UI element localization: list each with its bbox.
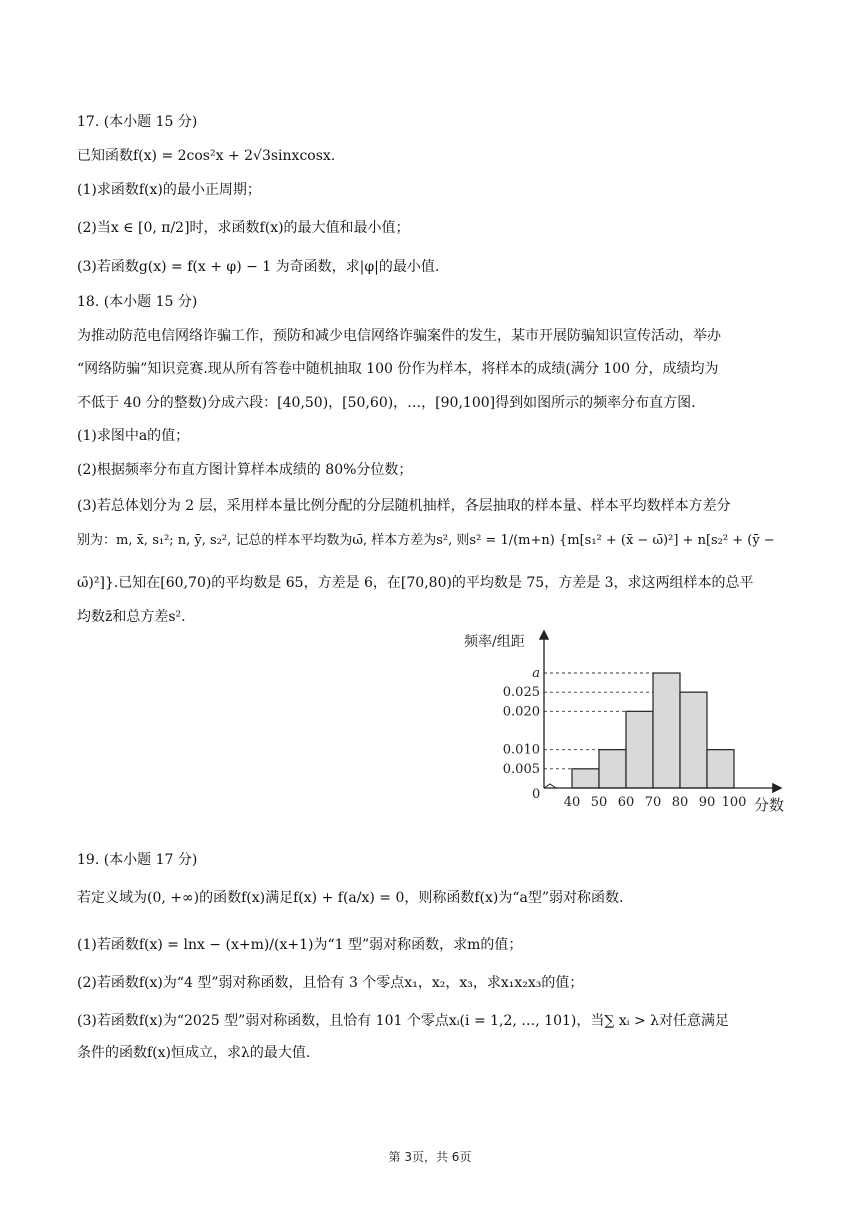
frequency-histogram: [458, 628, 798, 818]
q17-part-3: (3)若函数g(x) = f(x + φ) − 1 为奇函数，求|φ|的最小值.: [77, 259, 440, 275]
x-tick-label: 50: [590, 795, 608, 810]
x-tick-label: 100: [721, 795, 747, 810]
y-tick-label: a: [532, 666, 540, 681]
q19-part-3-line-1: (3)若函数f(x)为“2025 型”弱对称函数，且恰有 101 个零点xᵢ(i = 1,2, …, 101)，当∑ xᵢ > λ对任意满足: [77, 1013, 730, 1029]
x-tick-label: 40: [563, 795, 581, 810]
q19-part-2: (2)若函数f(x)为“4 型”弱对称函数，且恰有 3 个零点x₁，x₂，x₃，求x₁x₂x₃的值；: [77, 975, 584, 991]
histogram-bar: [707, 750, 734, 788]
q18-part-2: (2)根据频率分布直方图计算样本成绩的 80%分位数；: [77, 462, 413, 478]
q18-intro-line-1: 为推动防范电信网络诈骗工作，预防和减少电信网络诈骗案件的发生，某市开展防骗知识宣传活动，举办: [77, 328, 721, 344]
histogram-bar: [572, 769, 599, 788]
histogram-bar: [599, 750, 626, 788]
origin-label: 0: [532, 787, 541, 802]
q19-header: 19. (本小题 17 分): [77, 852, 198, 868]
y-axis-label: 频率/组距: [464, 634, 525, 650]
y-tick-label: 0.020: [502, 704, 540, 720]
q17-part-1: (1)求函数f(x)的最小正周期；: [77, 182, 261, 198]
y-tick-label: 0.010: [502, 742, 540, 758]
page-footer: 第 3页，共 6页: [388, 1150, 472, 1164]
x-tick-label: 90: [698, 795, 716, 810]
q18-part-3-line-3: ω̄)²]}.已知在[60,70)的平均数是 65，方差是 6，在[70,80)的平均数是 75，方差是 3，求这两组样本的总平: [77, 575, 754, 591]
q17-part-2: (2)当x ∈ [0, π/2]时，求函数f(x)的最大值和最小值；: [77, 220, 410, 236]
q17-stem: 已知函数f(x) = 2cos²x + 2√3sinxcosx.: [77, 148, 336, 164]
histogram-bar: [680, 692, 707, 788]
x-tick-label: 70: [644, 795, 662, 810]
x-tick-label: 80: [671, 795, 689, 810]
histogram-bar: [626, 711, 653, 788]
q17-header: 17. (本小题 15 分): [77, 114, 198, 130]
x-tick-label: 60: [617, 795, 635, 810]
q18-intro-line-2: “网络防骗”知识竞赛.现从所有答卷中随机抽取 100 份作为样本，将样本的成绩(满分 100 分，成绩均为: [77, 361, 719, 377]
q18-header: 18. (本小题 15 分): [77, 294, 198, 310]
y-tick-label: 0.025: [502, 685, 540, 701]
y-tick-label: 0.005: [502, 761, 540, 777]
q18-part-3-line-2: 别为：m, x̄, s₁²; n, ȳ, s₂², 记总的样本平均数为ω̄, 样本方差为s², 则s² = 1/(m+n) {m[s₁² + (x̄ − ω̄)²] + n[s₂² + (ȳ −: [77, 533, 775, 548]
q18-part-3-line-4: 均数z̄和总方差s².: [77, 609, 186, 625]
q18-part-3-line-1: (3)若总体划分为 2 层，采用样本量比例分配的分层随机抽样，各层抽取的样本量、样本平均数样本方差分: [77, 498, 731, 514]
q19-definition: 若定义域为(0, +∞)的函数f(x)满足f(x) + f(a/x) = 0，则称函数f(x)为“a型”弱对称函数.: [77, 890, 624, 906]
q19-part-3-line-2: 条件的函数f(x)恒成立，求λ的最大值.: [77, 1045, 311, 1061]
q19-part-1: (1)若函数f(x) = lnx − (x+m)/(x+1)为“1 型”弱对称函数，求m的值；: [77, 937, 523, 953]
q18-intro-line-3: 不低于 40 分的整数)分成六段：[40,50)，[50,60)，…，[90,100]得到如图所示的频率分布直方图.: [77, 395, 696, 411]
x-axis-label: 分数: [754, 796, 785, 814]
histogram-bar: [653, 673, 680, 788]
q18-part-1: (1)求图中a的值；: [77, 428, 190, 444]
